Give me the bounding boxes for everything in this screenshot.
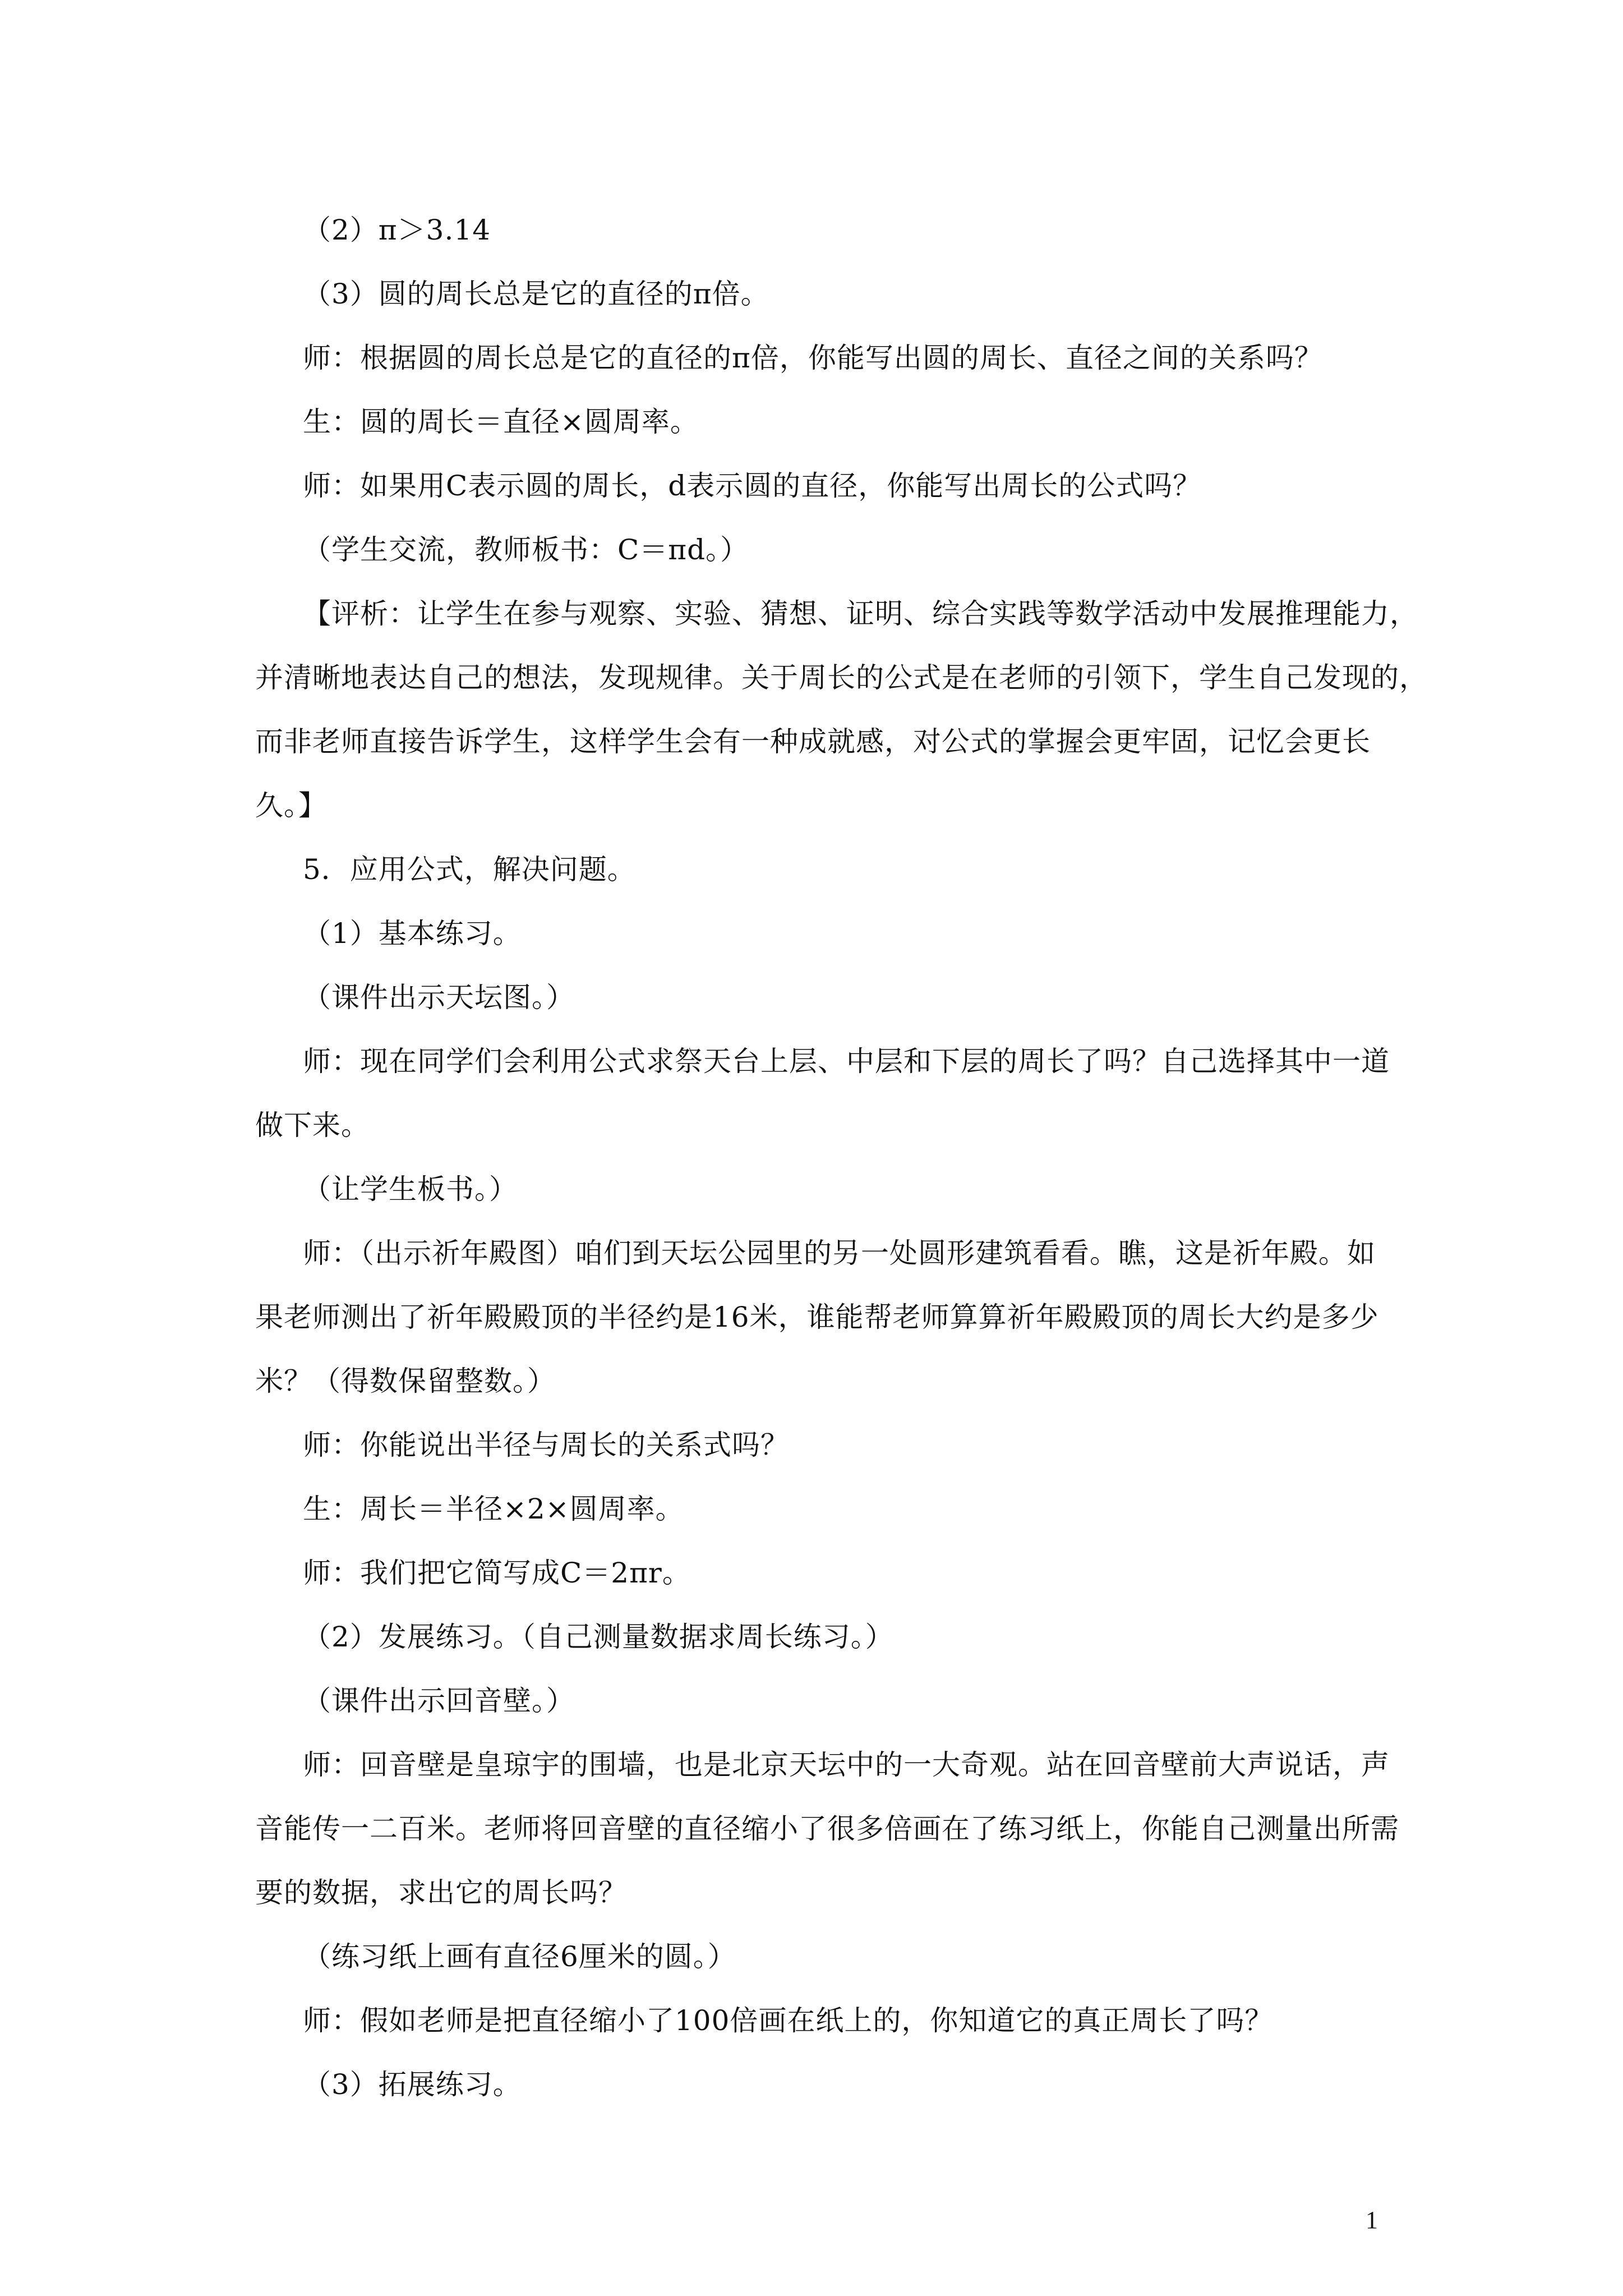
text-line: 生：周长＝半径×2×圆周率。 xyxy=(303,1493,684,1525)
text-line: 生：圆的周长＝直径×圆周率。 xyxy=(303,406,699,438)
text-line: （2）π＞3.14 xyxy=(303,214,491,246)
text-line: （课件出示天坛图。） xyxy=(303,981,575,1014)
text-line: 果老师测出了祈年殿殿顶的半径约是16米，谁能帮老师算算祈年殿殿顶的周长大约是多少 xyxy=(255,1301,1379,1333)
section-heading: 5．应用公式，解决问题。 xyxy=(303,853,636,886)
text-line: 师：（出示祈年殿图）咱们到天坛公园里的另一处圆形建筑看看。瞧，这是祈年殿。如 xyxy=(303,1237,1376,1269)
text-line: （课件出示回音壁。） xyxy=(303,1685,575,1717)
text-line: 师：假如老师是把直径缩小了100倍画在纸上的，你知道它的真正周长了吗？ xyxy=(303,2004,1274,2037)
text-line: （学生交流，教师板书：C＝πd。） xyxy=(303,533,749,566)
text-line: （3）拓展练习。 xyxy=(303,2068,522,2101)
text-line: （练习纸上画有直径6厘米的圆。） xyxy=(303,1940,736,1973)
text-line: 要的数据，求出它的周长吗？ xyxy=(255,1876,627,1909)
text-line: 师：回音壁是皇琼宇的围墙，也是北京天坛中的一大奇观。站在回音壁前大声说话，声 xyxy=(303,1749,1390,1781)
text-line: 师：你能说出半径与周长的关系式吗？ xyxy=(303,1429,789,1461)
commentary-line: 并清晰地表达自己的想法，发现规律。关于周长的公式是在老师的引领下，学生自己发现的， xyxy=(255,661,1428,694)
text-line: 师：现在同学们会利用公式求祭天台上层、中层和下层的周长了吗？自己选择其中一道 xyxy=(303,1045,1390,1078)
text-line: 师：根据圆的周长总是它的直径的π倍，你能写出圆的周长、直径之间的关系吗？ xyxy=(303,342,1323,374)
text-line: （3）圆的周长总是它的直径的π倍。 xyxy=(303,278,769,310)
text-line: （让学生板书。） xyxy=(303,1173,518,1205)
text-line: 音能传一二百米。老师将回音壁的直径缩小了很多倍画在了练习纸上，你能自己测量出所需 xyxy=(255,1812,1399,1845)
text-line: （2）发展练习。（自己测量数据求周长练习。） xyxy=(303,1621,894,1653)
text-line: （1）基本练习。 xyxy=(303,917,522,950)
page-number: 1 xyxy=(1366,2206,1378,2234)
commentary-line: 久。】 xyxy=(255,789,327,822)
commentary-line: 而非老师直接告诉学生，这样学生会有一种成就感，对公式的掌握会更牢固，记忆会更长 xyxy=(255,725,1371,758)
text-line: 米？（得数保留整数。） xyxy=(255,1365,556,1397)
commentary-line: 【评析：让学生在参与观察、实验、猜想、证明、综合实践等数学活动中发展推理能力， xyxy=(303,597,1418,630)
text-line: 做下来。 xyxy=(255,1109,370,1142)
text-line: 师：如果用C表示圆的周长，d表示圆的直径，你能写出周长的公式吗？ xyxy=(303,470,1202,502)
text-line: 师：我们把它简写成C＝2πr。 xyxy=(303,1557,691,1589)
